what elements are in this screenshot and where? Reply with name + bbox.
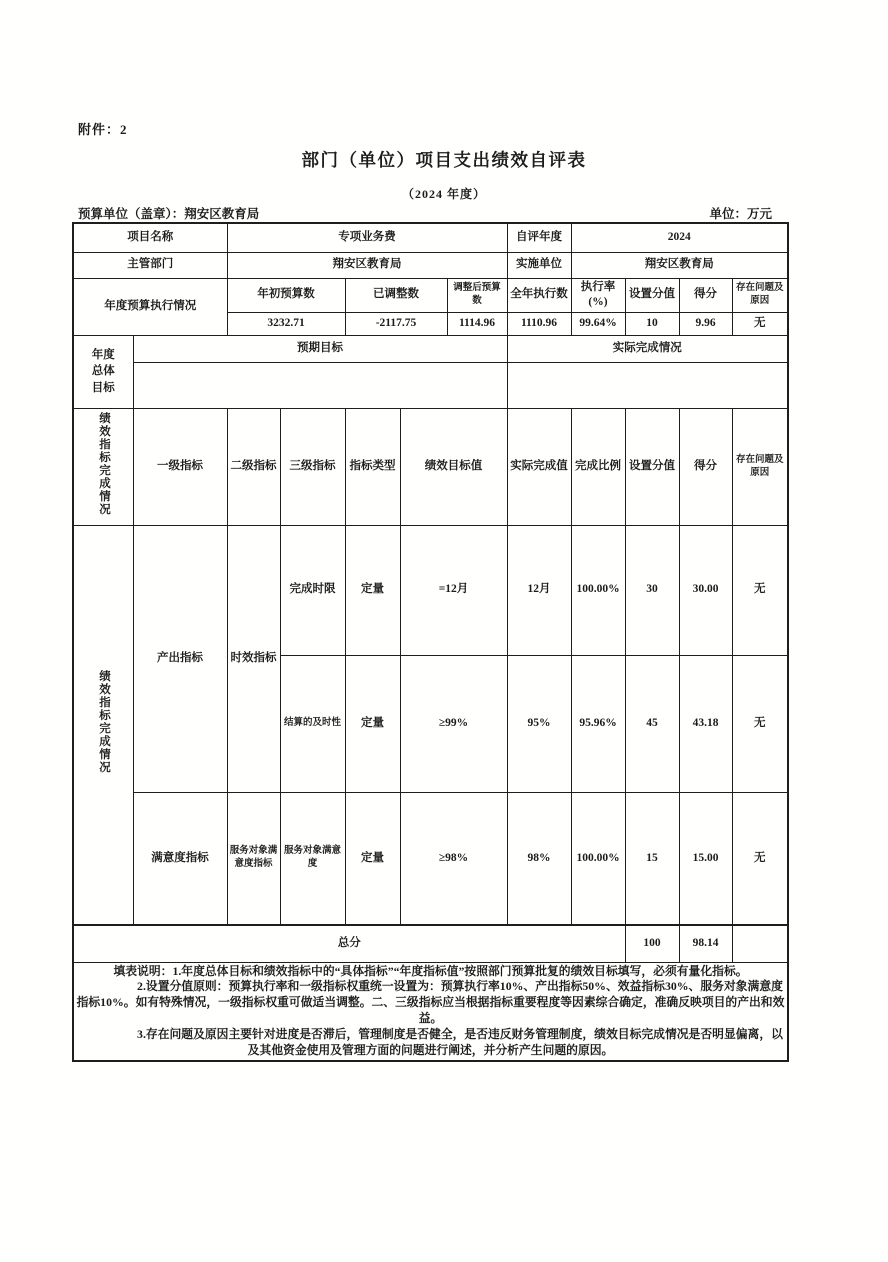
indicator-header-type: 指标类型 [345,408,400,525]
indicator-set-score-cell: 30 [625,525,679,655]
actual-completion-content [507,362,788,408]
budget-header-issues: 存在问题及原因 [732,278,788,312]
budget-value-score: 9.96 [679,312,732,335]
budget-header-initial: 年初预算数 [227,278,345,312]
table-row [73,525,788,655]
attachment-label: 附件：2 [78,122,128,137]
budget-header-score: 得分 [679,278,732,312]
budget-value-issues: 无 [732,312,788,335]
supervising-dept-value: 翔安区教育局 [227,252,507,278]
budget-header-after-adjust: 调整后预算数 [447,278,507,312]
total-set-score-value: 100 [625,925,679,962]
total-score-label: 总分 [73,925,625,962]
indicator-issues-cell: 无 [732,792,788,925]
indicator-header-issues: 存在问题及原因 [732,408,788,525]
indicator-section-label-text: 绩效指标完成情况 [98,670,110,775]
indicator-type-cell: 定量 [345,655,400,792]
indicator-header-level3: 三级指标 [280,408,345,525]
budget-header-exec-rate: 执行率(%) [571,278,625,312]
page-subtitle: （2024 年度） [401,187,486,201]
budget-value-set-score: 10 [625,312,679,335]
impl-unit-label: 实施单位 [507,252,571,278]
indicator-score-cell: 30.00 [679,525,732,655]
indicator-header-level2: 二级指标 [227,408,280,525]
indicator-level2-timeliness: 时效指标 [227,525,280,792]
budget-value-initial: 3232.71 [227,312,345,335]
budget-value-after-adjust: 1114.96 [447,312,507,335]
indicator-actual-cell: 98% [507,792,571,925]
budget-value-exec-rate: 99.64% [571,312,625,335]
table-row [73,278,788,312]
budget-header-adjusted: 已调整数 [345,278,447,312]
page-title: 部门（单位）项目支出绩效自评表 [301,150,587,170]
indicator-header-set-score: 设置分值 [625,408,679,525]
eval-year-label: 自评年度 [507,223,571,252]
indicator-level1-output: 产出指标 [133,525,227,792]
indicator-ratio-cell: 100.00% [571,792,625,925]
budget-header-set-score: 设置分值 [625,278,679,312]
eval-year-value: 2024 [571,223,788,252]
indicator-target-cell: ≥98% [400,792,507,925]
form-note-3: 3.存在问题及原因主要针对进度是否滞后，管理制度是否健全，是否违反财务管理制度，绩效目标完成情况是否明显偏离，以及其他资金使用及管理方面的问题进行阐述，并分析产生问题的原因。 [137,1027,783,1058]
indicator-header-ratio: 完成比例 [571,408,625,525]
table-row [73,362,788,408]
table-row [73,223,788,252]
expected-goal-content [133,362,507,408]
indicator-set-score-cell: 45 [625,655,679,792]
project-name-value: 专项业务费 [227,223,507,252]
indicator-type-cell: 定量 [345,525,400,655]
indicator-level2-service-satisfaction: 服务对象满意度指标 [227,792,280,925]
indicator-score-cell: 15.00 [679,792,732,925]
table-row [73,335,788,362]
budget-execution-label: 年度预算执行情况 [73,278,227,335]
annual-goal-label [73,335,133,408]
indicator-actual-cell: 95% [507,655,571,792]
indicator-level3-cell: 完成时限 [280,525,345,655]
self-evaluation-table [72,222,789,1062]
indicator-target-cell: ≥99% [400,655,507,792]
project-name-label: 项目名称 [73,223,227,252]
form-notes [73,962,788,1061]
table-row [73,792,788,925]
indicator-set-score-cell: 15 [625,792,679,925]
indicator-section-label [73,525,133,925]
indicator-issues-cell: 无 [732,655,788,792]
total-issues-cell [732,925,788,962]
impl-unit-value: 翔安区教育局 [571,252,788,278]
form-note-2: 2.设置分值原则：预算执行率和一级指标权重统一设置为：预算执行率10%、产出指标50%、效益指标30%、服务对象满意度指标10%。如有特殊情况，一级指标权重可做适当调整。二、三级指标应当根据指标重要程度等因素综合确定，准确反映项目的产出和效益。 [76,979,785,1026]
indicator-score-cell: 43.18 [679,655,732,792]
indicator-section-label-text: 绩效指标完成情况 [98,411,110,516]
table-row [73,962,788,1061]
indicator-ratio-cell: 100.00% [571,525,625,655]
expected-goal-header: 预期目标 [133,335,507,362]
budget-header-executed: 全年执行数 [507,278,571,312]
indicator-type-cell: 定量 [345,792,400,925]
indicator-header-actual: 实际完成值 [507,408,571,525]
table-row [73,925,788,962]
indicator-ratio-cell: 95.96% [571,655,625,792]
indicator-header-score: 得分 [679,408,732,525]
indicator-header-level1: 一级指标 [133,408,227,525]
indicator-actual-cell: 12月 [507,525,571,655]
total-score-value: 98.14 [679,925,732,962]
indicator-section-label [73,408,133,525]
indicator-level3-cell: 结算的及时性 [280,655,345,792]
table-row [73,408,788,525]
unit-of-measure-label: 单位：万元 [709,207,772,221]
form-note-1: 填表说明：1.年度总体目标和绩效指标中的“具体指标”“年度指标值”按照部门预算批复的绩效目标填写，必须有量化指标。 [113,963,748,978]
budget-value-executed: 1110.96 [507,312,571,335]
annual-goal-label-text: 年度总体目标 [91,349,115,394]
actual-completion-header: 实际完成情况 [507,335,788,362]
indicator-level3-cell: 服务对象满意度 [280,792,345,925]
budget-unit-label: 预算单位（盖章）：翔安区教育局 [78,207,260,221]
table-row [73,252,788,278]
indicator-issues-cell: 无 [732,525,788,655]
supervising-dept-label: 主管部门 [73,252,227,278]
budget-value-adjusted: -2117.75 [345,312,447,335]
indicator-level1-satisfaction: 满意度指标 [133,792,227,925]
indicator-header-target: 绩效目标值 [400,408,507,525]
indicator-target-cell: =12月 [400,525,507,655]
